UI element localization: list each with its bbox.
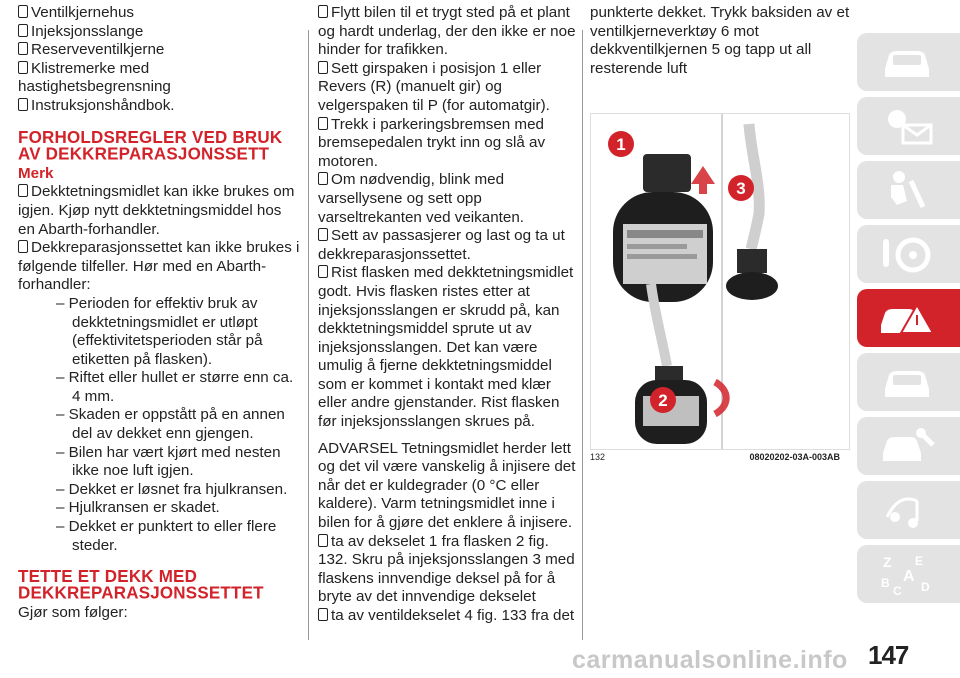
list-item: Injeksjonsslange — [18, 23, 301, 42]
chapter-tabs — [857, 33, 960, 609]
callout-2: 2 — [658, 391, 668, 410]
svg-text:E: E — [915, 554, 924, 568]
tab-emergency[interactable] — [857, 289, 960, 347]
car-icon — [877, 39, 937, 85]
note-label: Merk — [18, 164, 54, 182]
watermark: carmanualsonline.info — [572, 646, 848, 674]
list-item: Om nødvendig, blink med varsellysene og sett opp varseltrekanten ved veikanten. — [318, 171, 576, 227]
tab-index[interactable] — [857, 545, 960, 603]
svg-text:Z: Z — [883, 554, 892, 570]
paragraph: punkterte dekket. Trykk baksiden av et ventilkjerneverktøy 6 mot dekkventilkjernen 5 og tapp ut all resterende luft — [590, 4, 850, 77]
tab-multimedia[interactable] — [857, 481, 960, 539]
dash-item: – Bilen har vært kjørt med nesten ikke noe luft igjen. — [56, 443, 281, 480]
warning-lights-icon — [877, 103, 937, 149]
seat-airbag-icon — [877, 167, 937, 213]
list-item: Flytt bilen til et trygt sted på et plant og hardt underlag, der den ikke er noe hinder for trafikken. — [318, 4, 576, 59]
dash-item: – Hjulkransen er skadet. — [56, 499, 220, 517]
tab-safety[interactable] — [857, 161, 960, 219]
callout-1: 1 — [616, 135, 626, 154]
list-item: Dekktetningsmidlet kan ikke brukes om igjen. Kjøp nytt dekktetningsmiddel hos en Abarth-forhandler. — [18, 183, 301, 239]
steering-wheel-icon — [877, 231, 937, 277]
column-3 — [590, 4, 850, 78]
media-icon — [877, 487, 937, 533]
list-item: Sett girspaken i posisjon 1 eller Revers (R) (manuelt gir) og velgerspaken til P (for automatgir). — [318, 60, 576, 116]
svg-text:A: A — [903, 568, 915, 585]
index-icon — [877, 551, 937, 597]
service-car-icon — [877, 359, 937, 405]
tab-driving[interactable] — [857, 225, 960, 283]
list-item: Sett av passasjerer og last og ta ut dekkreparasjonssettet. — [318, 227, 576, 264]
sealant-bottle-illustration — [591, 114, 849, 449]
list-item: Reserveventilkjerne — [18, 41, 301, 60]
column-divider — [308, 30, 309, 640]
page-number: 147 — [868, 640, 909, 670]
callout-3: 3 — [736, 179, 746, 198]
warning-paragraph: ADVARSEL Tetningsmidlet herder lett og det vil være vanskelig å injisere det når det er kuldegrader (0 °C eller kaldere). Varm tetningsmidlet inne i bilen for å gjøre det enklere å injisere. — [318, 439, 576, 532]
list-item: Dekkreparasjonssettet kan ikke brukes i følgende tilfeller. Hør med en Abarth-forhandler: — [18, 239, 300, 294]
figure-number: 132 — [590, 452, 606, 462]
list-item: ta av ventildekselet 4 fig. 133 fra det — [318, 607, 576, 626]
section-heading: FORHOLDSREGLER VED BRUK AV DEKKREPARASJONSSETT — [18, 126, 283, 164]
list-item: Instruksjonshåndbok. — [18, 97, 301, 116]
tab-warning-lights[interactable] — [857, 97, 960, 155]
list-item: Rist flasken med dekktetningsmidlet godt. Hvis flasken ristes etter at injeksjonsslangen er skrudd på, kan dekktetningsmiddel sprute ut av injeksjonsslangen. Det kan være umulig å fjerne dekktetningsmiddel som er kommet i kontakt med klær eller andre gjenstander. Rist flasken før injeksjonsslangen skrues på. — [318, 264, 576, 431]
tab-maintenance[interactable] — [857, 417, 960, 475]
column-divider — [582, 30, 583, 640]
tab-service[interactable] — [857, 353, 960, 411]
emergency-icon — [877, 295, 937, 341]
dash-item: – Dekket er løsnet fra hjulkransen. — [56, 480, 288, 498]
figure-code: 08020202-03A-003AB — [749, 452, 840, 462]
svg-text:D: D — [921, 580, 930, 594]
svg-text:B: B — [881, 576, 890, 590]
list-item: Trekk i parkeringsbremsen med bremsepedalen trykt inn og slå av motoren. — [318, 116, 576, 172]
svg-text:C: C — [893, 584, 902, 597]
list-item: ta av dekselet 1 fra flasken 2 fig. 132. Skru på injeksjonsslangen 3 med flaskens innvendige deksel på for å bryte av det innvendige dekselet — [318, 532, 575, 606]
paragraph: Gjør som følger: — [18, 604, 128, 622]
column-1 — [18, 4, 301, 623]
column-2 — [318, 4, 576, 626]
dash-item: – Riftet eller hullet er større enn ca. 4 mm. — [56, 369, 294, 405]
list-item: Ventilkjernehus — [18, 4, 301, 23]
figure-132 — [590, 113, 850, 450]
dash-item: – Dekket er punktert to eller flere steder. — [56, 518, 277, 554]
dash-item: – Skaden er oppstått på en annen del av dekket enn gjengen. — [56, 406, 285, 443]
list-item: Klistremerke med hastighetsbegrensning — [18, 60, 301, 97]
tab-car-overview[interactable] — [857, 33, 960, 91]
dash-item: – Perioden for effektiv bruk av dekktetningsmidlet er utløpt (effektivitetsperioden står på etiketten på flasken). — [56, 294, 263, 368]
section-heading: TETTE ET DEKK MED DEKKREPARASJONSSETTET — [18, 566, 264, 603]
car-wrench-icon — [877, 423, 937, 469]
